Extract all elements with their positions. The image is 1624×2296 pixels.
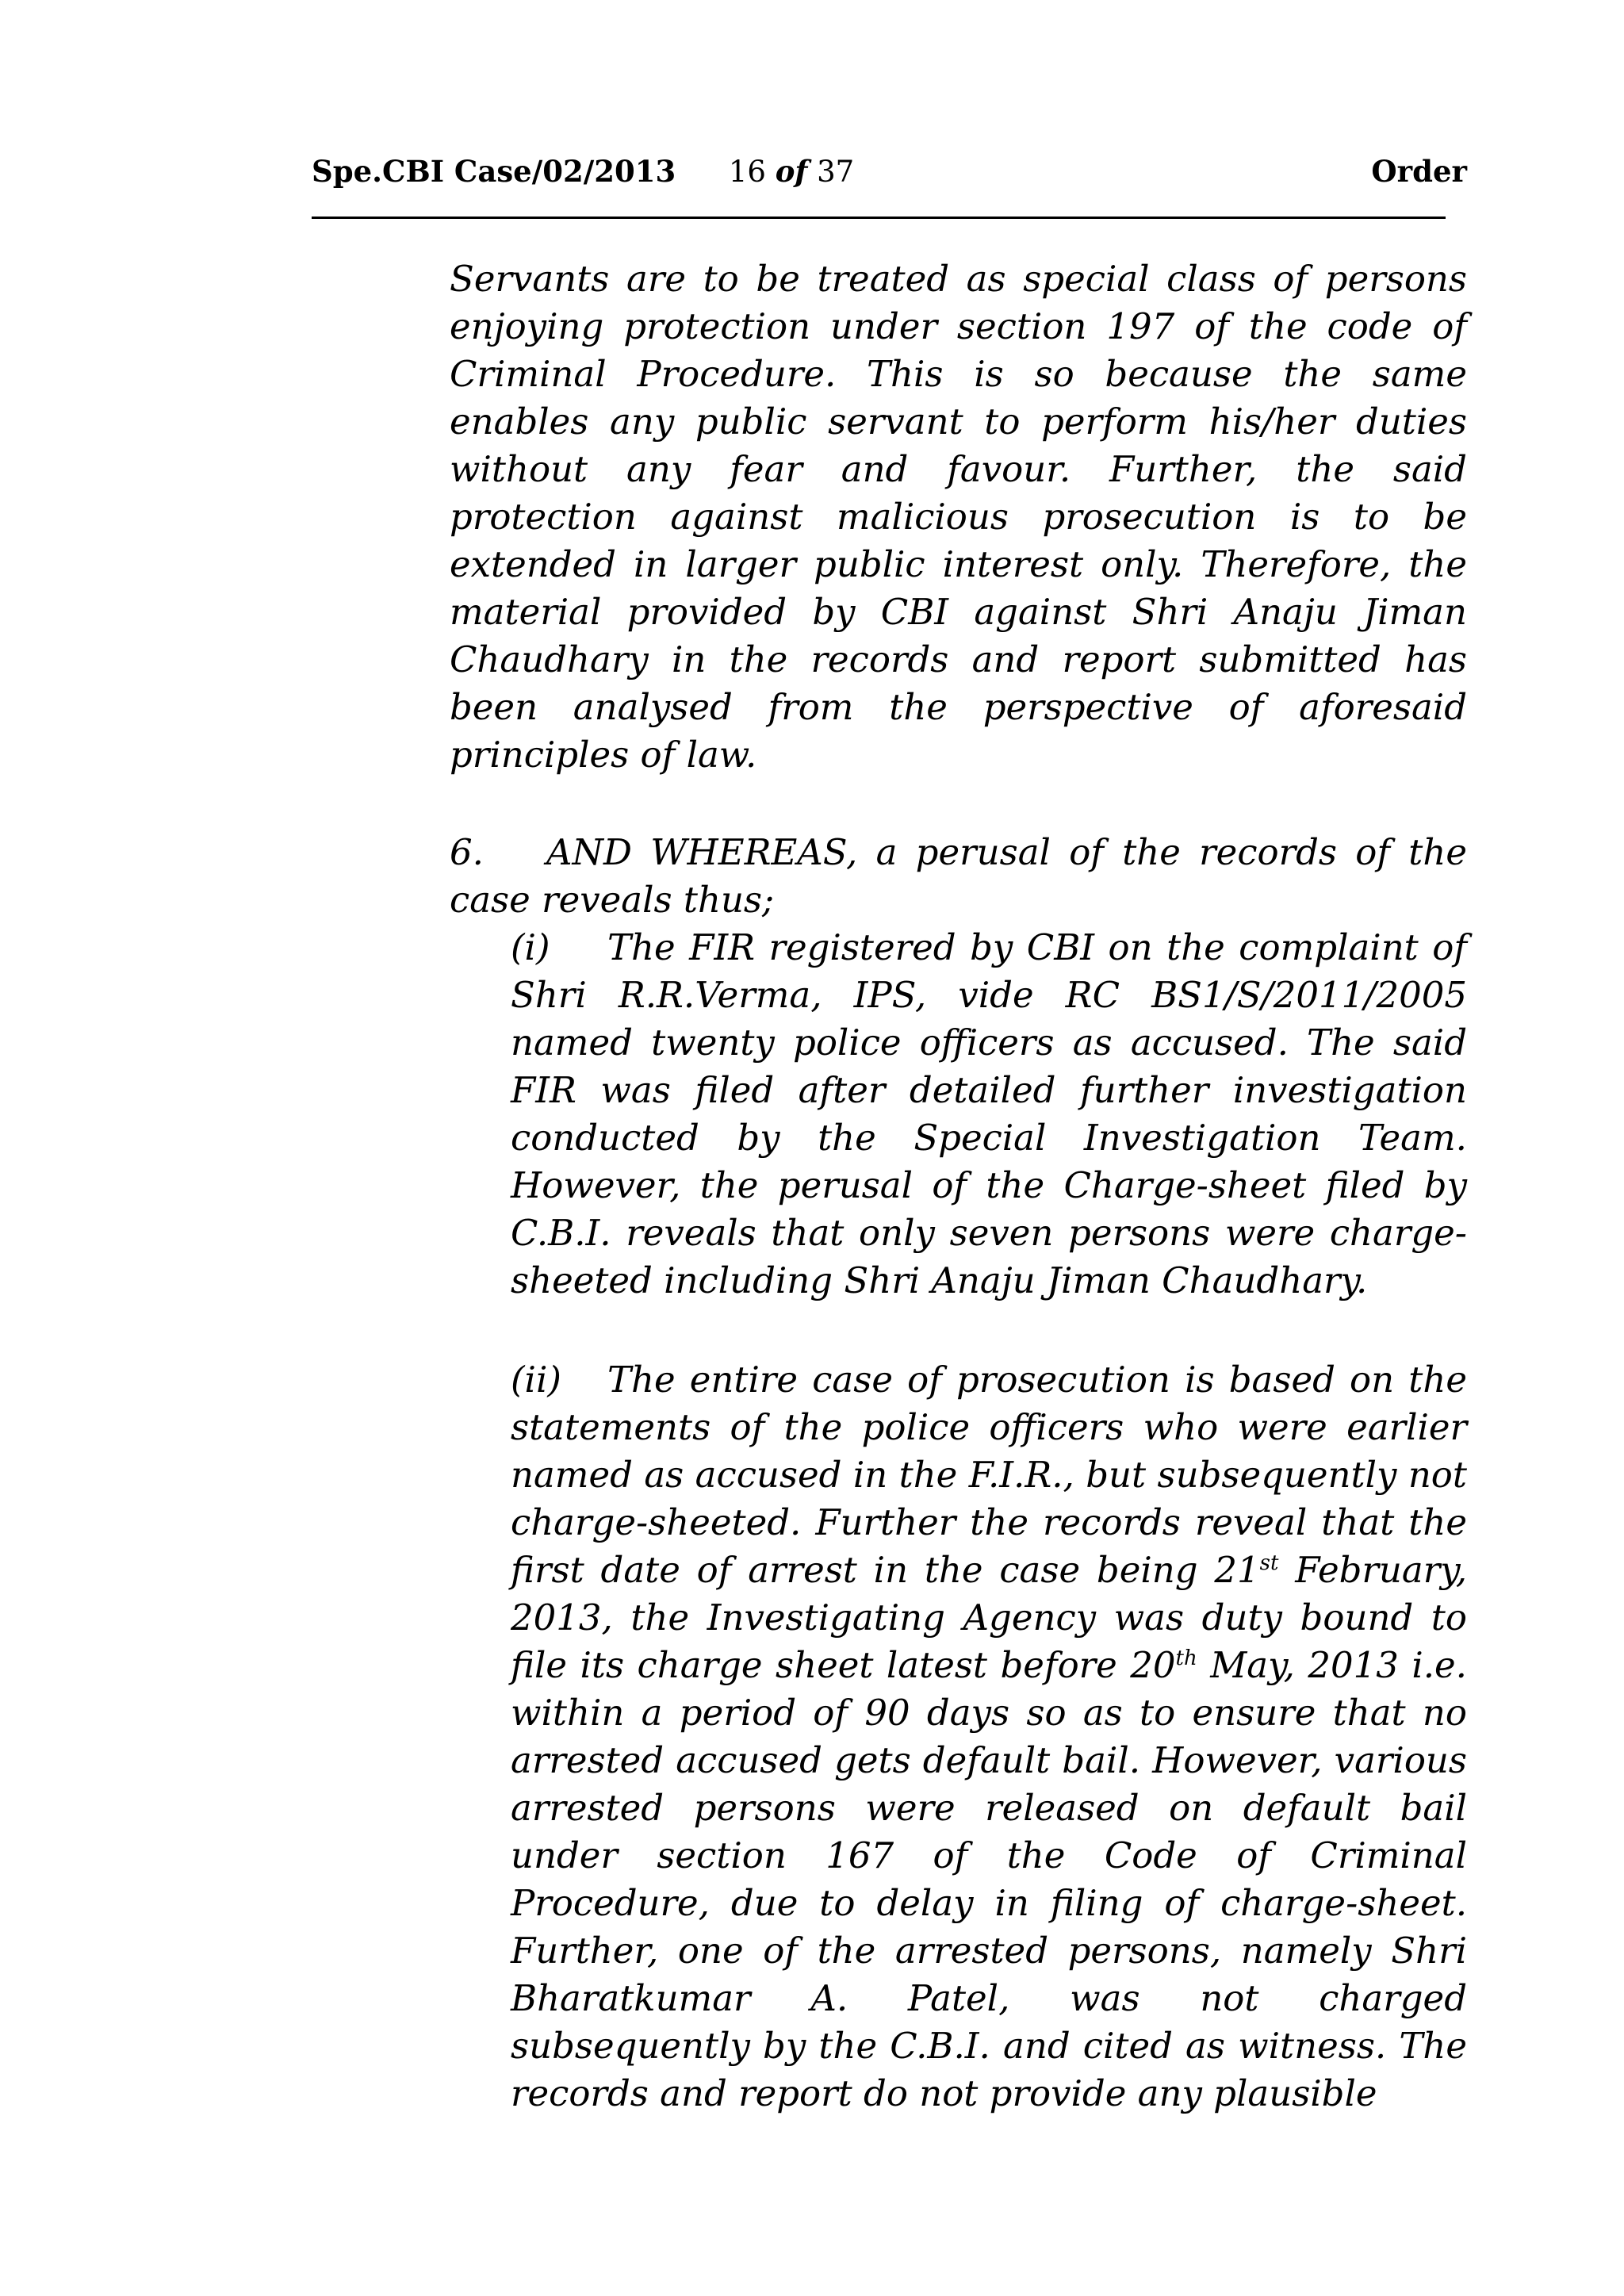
paragraph-6: [450, 829, 1467, 924]
page-number: [312, 154, 1271, 189]
page-current: 16: [728, 155, 766, 189]
list-item-ii-text-c: May, 2013 i.e. within a period of 90 days so as to ensure that no arrested accused gets default bail. However, various arrested persons were released on default bail under section 167 of the Code of Criminal Procedure, due to delay in filing of charge-sheet. Further, one of the arrested persons, namely Shri Bharatkumar A. Patel, was not charged subsequently by the C.B.I. and cited as witness. The records and report do not provide any plausible: [511, 1644, 1467, 2114]
case-number: Spe.CBI Case/02/2013: [312, 154, 676, 189]
list-item-i: [511, 924, 1467, 1305]
superscript-th: th: [1175, 1646, 1197, 1670]
header-divider: [312, 217, 1446, 219]
list-item-label: (ii): [511, 1359, 561, 1401]
list-item-i-text: The FIR registered by CBI on the complaint of Shri R.R.Verma, IPS, vide RC BS1/S/2011/2005 named twenty police officers as accused. The said FIR was filed after detailed further investigation conducted by the Special Investigation Team. However, the perusal of the Charge-sheet filed by C.B.I. reveals that only seven persons were charge-sheeted including Shri Anaju Jiman Chaudhary.: [511, 926, 1467, 1301]
list-item-ii-text-b: February, 2013, the Investigating Agency was duty bound to file its charge sheet latest before 20: [511, 1549, 1467, 1686]
list-item-ii-text-a: The entire case of prosecution is based on the statements of the police officers who were earlier named as accused in the F.I.R., but subsequently not charge-sheeted. Further the records reveal that the first date of arrest in the case being 21: [511, 1359, 1467, 1591]
intro-paragraph: Servants are to be treated as special class of persons enjoying protection under section 197 of the code of Criminal Procedure. This is so because the same enables any public servant to perform his/her duties without any fear and favour. Further, the said protection against malicious prosecution is to be extended in larger public interest only. Therefore, the material provided by CBI against Shri Anaju Jiman Chaudhary in the records and report submitted has been analysed from the perspective of aforesaid principles of law.: [450, 258, 1467, 776]
page-total: 37: [817, 155, 855, 189]
paragraph-number: 6.: [450, 831, 484, 873]
paragraph-6-text: AND WHEREAS, a perusal of the records of the case reveals thus;: [450, 831, 1467, 921]
list-item-label: (i): [511, 926, 550, 968]
list-item-ii: [511, 1356, 1467, 2118]
page-header: [312, 154, 1467, 201]
page-of-label: of: [775, 154, 808, 189]
document-type: Order: [1371, 154, 1467, 189]
superscript-st: st: [1259, 1551, 1279, 1575]
